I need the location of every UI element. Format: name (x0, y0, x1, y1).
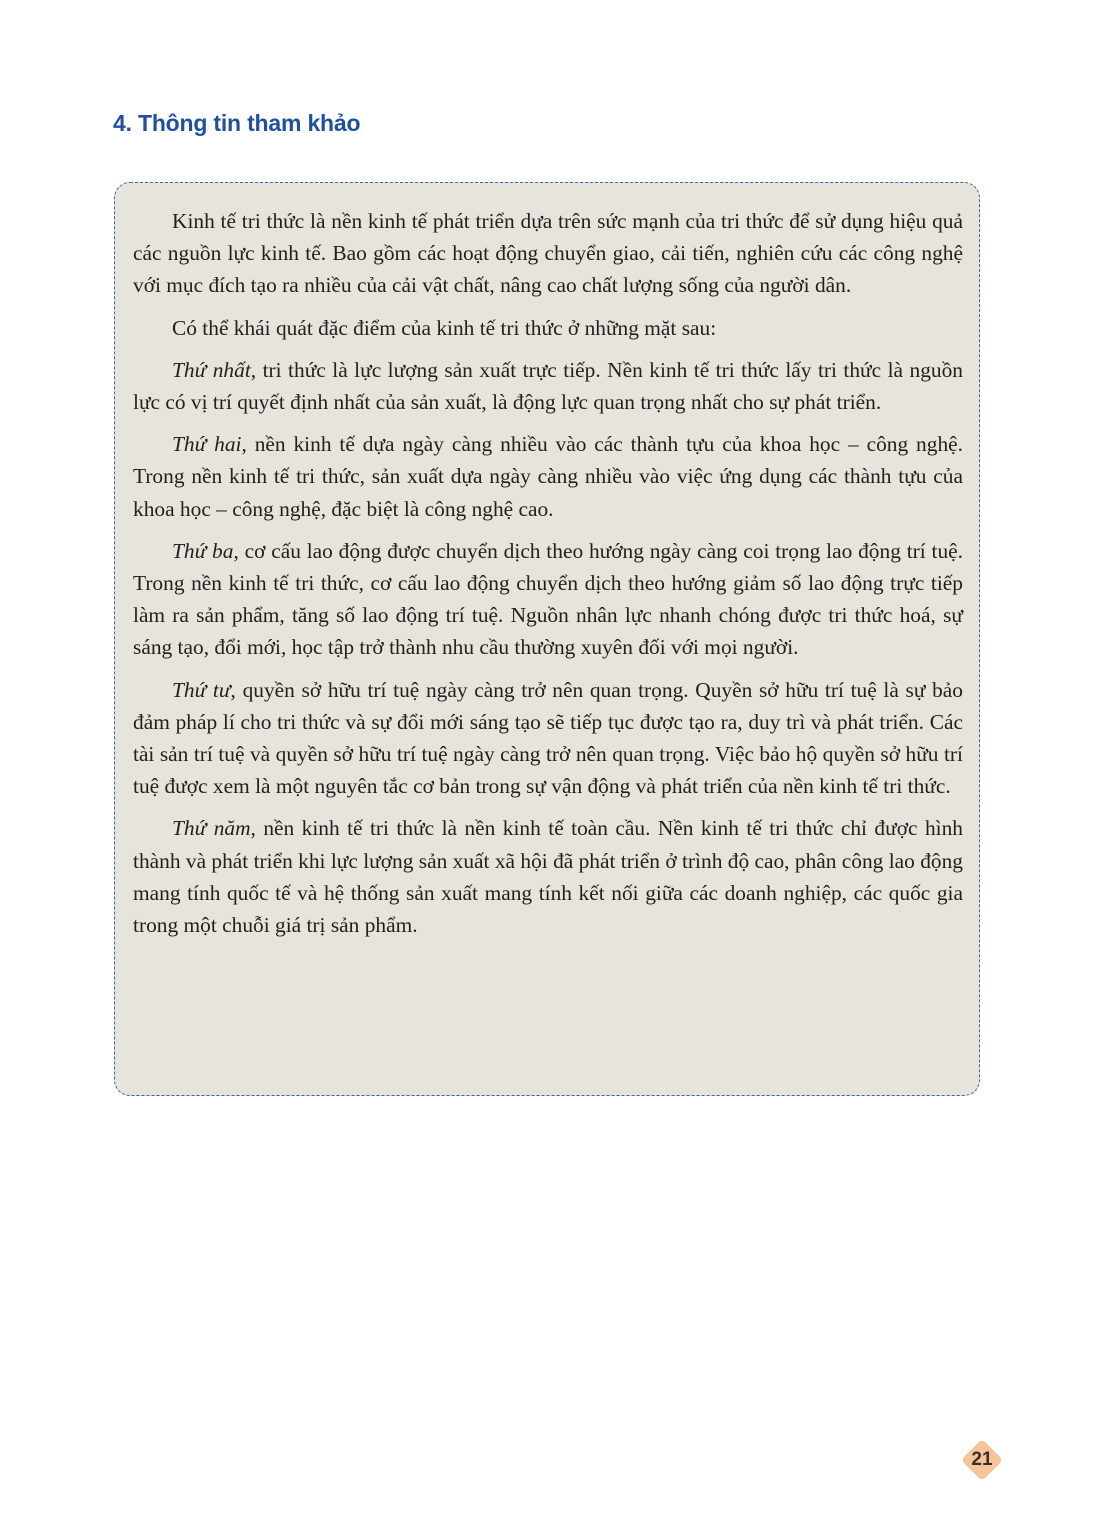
paragraph-text: Kinh tế tri thức là nền kinh tế phát triển dựa trên sức mạnh của tri thức để sử dụng hiệu quả các nguồn lực kinh tế. Bao gồm các hoạt động chuyển giao, cải tiến, nghiên cứu các công nghệ với mục đích tạo ra nhiều của cải vật chất, nâng cao chất lượng sống của người dân. (133, 209, 963, 298)
paragraph-fifth (133, 812, 963, 941)
paragraph-text: , nền kinh tế tri thức là nền kinh tế toàn cầu. Nền kinh tế tri thức chỉ được hình thành và phát triển khi lực lượng sản xuất xã hội đã phát triển ở trình độ cao, phân công lao động mang tính quốc tế và hệ thống sản xuất mang tính kết nối giữa các doanh nghiệp, các quốc gia trong một chuỗi giá trị sản phẩm. (133, 816, 963, 938)
paragraph-lead: Thứ nhất (172, 357, 251, 382)
paragraph-lead: Thứ ba (172, 538, 234, 563)
paragraph-text: , quyền sở hữu trí tuệ ngày càng trở nên quan trọng. Quyền sở hữu trí tuệ là sự bảo đảm pháp lí cho tri thức và sự đổi mới sáng tạo sẽ tiếp tục được tạo ra, duy trì và phát triển. Các tài sản trí tuệ và quyền sở hữu trí tuệ ngày càng trở nên quan trọng. Việc bảo hộ quyền sở hữu trí tuệ được xem là một nguyên tắc cơ bản trong sự vận động và phát triển của nền kinh tế tri thức. (133, 677, 963, 799)
paragraph-text: Có thể khái quát đặc điểm của kinh tế tri thức ở những mặt sau: (172, 315, 717, 340)
paragraph-text: , cơ cấu lao động được chuyển dịch theo hướng ngày càng coi trọng lao động trí tuệ. Trong nền kinh tế tri thức, cơ cấu lao động chuyển dịch theo hướng giảm số lao động trực tiếp làm ra sản phẩm, tăng số lao động trí tuệ. Nguồn nhân lực nhanh chóng được tri thức hoá, sự sáng tạo, đổi mới, học tập trở thành nhu cầu thường xuyên đối với mọi người. (133, 538, 963, 660)
paragraph-fourth (133, 674, 963, 803)
paragraph-intro (133, 205, 963, 302)
page-number: 21 (971, 1449, 993, 1470)
paragraph-summary (133, 312, 963, 344)
paragraph-first (133, 354, 963, 418)
paragraph-third (133, 535, 963, 664)
paragraph-text: , nền kinh tế dựa ngày càng nhiều vào các thành tựu của khoa học – công nghệ. Trong nền kinh tế tri thức, sản xuất dựa ngày càng nhiều vào việc ứng dụng các thành tựu của khoa học – công nghệ, đặc biệt là công nghệ cao. (133, 432, 963, 521)
paragraph-lead: Thứ hai (172, 432, 242, 457)
paragraph-lead: Thứ năm (172, 816, 251, 841)
reference-info-box (114, 182, 980, 1096)
page-number-badge (960, 1438, 1004, 1482)
paragraph-lead: Thứ tư (172, 677, 231, 702)
section-heading: 4. Thông tin tham khảo (113, 110, 361, 136)
paragraph-second (133, 428, 963, 525)
paragraph-text: , tri thức là lực lượng sản xuất trực tiếp. Nền kinh tế tri thức lấy tri thức là nguồn lực có vị trí quyết định nhất của sản xuất, là động lực quan trọng nhất cho sự phát triển. (133, 357, 964, 415)
